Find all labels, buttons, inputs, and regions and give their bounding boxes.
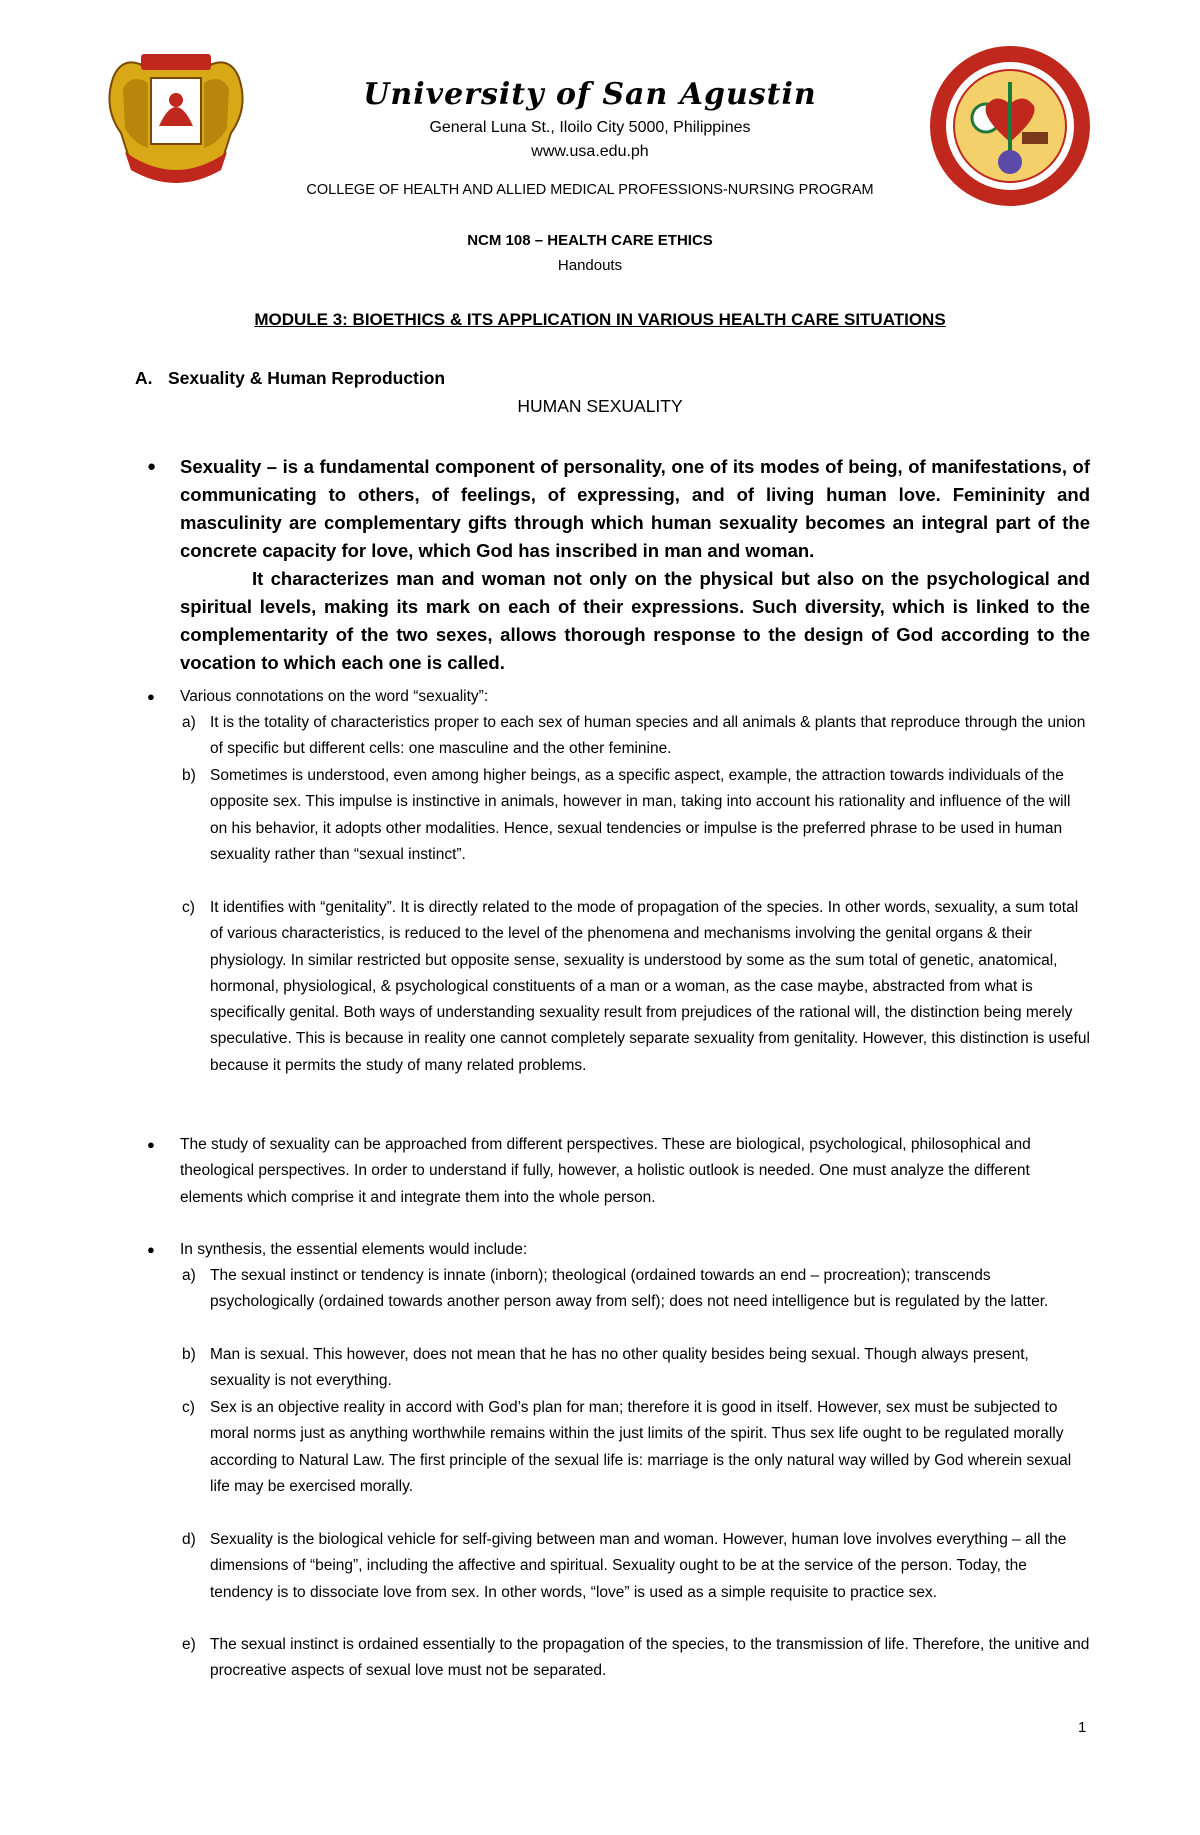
list-item: e) The sexual instinct is ordained essentially to the propagation of the species, to the transmission of life. Therefore, the unitive and procreative aspects of sexual love must not be separated. [182, 1636, 1090, 1680]
bullet-sexuality-definition: ● Sexuality – is a fundamental component of personality, one of its modes of being, of manifestations, of communicating to others, of feelings, of expressing, and of living human love. Femininity and masculinity are complementary gifts through which human sexuality becomes an integral part of the concrete capacity for love, which God has inscribed in man and woman. [180, 453, 1090, 565]
list-item: d) Sexuality is the biological vehicle for self-giving between man and woman. However, human love involves everything – all the dimensions of “being”, including the affective and spiritual. Sexuality ought to be at the service of the person. Today, the tendency is to dissociate love from sex. In other words, “love” is used as a simple requisite to practice sex. [182, 1531, 1067, 1601]
list-item: a) It is the totality of characteristics proper to each sex of human species and all animals & plants that reproduce through the union of specific but different cells: one masculine and the other feminine. [182, 714, 1086, 758]
section-title: Sexuality & Human Reproduction [168, 368, 446, 388]
university-name: University of San Agustin [363, 77, 817, 112]
bullet-icon: ● [147, 1137, 155, 1152]
bullet-connotations: ● Various connotations on the word “sexuality”: [180, 684, 1090, 710]
module-title: MODULE 3: BIOETHICS & ITS APPLICATION IN VARIOUS HEALTH CARE SITUATIONS [254, 310, 946, 329]
bullet-synthesis: ● In synthesis, the essential elements would include: [180, 1237, 1090, 1263]
university-website: www.usa.edu.ph [531, 143, 649, 160]
college-program-line: COLLEGE OF HEALTH AND ALLIED MEDICAL PROFESSIONS-NURSING PROGRAM [306, 182, 874, 198]
bullet-icon: ● [147, 458, 157, 475]
list-item: b) Sometimes is understood, even among higher beings, as a specific aspect, example, the attraction towards individuals of the opposite sex. This impulse is instinctive in animals, however in man, taking into account his rationality and influence of the will on his behavior, it adopts other modalities. Hence, sexual tendencies or impulse is the preferred phrase to be used in human sexuality rather than “sexual instinct”. [182, 767, 1071, 863]
section-letter: A. [135, 368, 153, 388]
letterhead [270, 76, 910, 164]
course-title: NCM 108 – HEALTH CARE ETHICS [467, 232, 713, 249]
handouts-label: Handouts [557, 257, 623, 274]
subheading: HUMAN SEXUALITY [517, 396, 683, 416]
bullet-icon: ● [147, 1242, 155, 1257]
list-item: c) Sex is an objective reality in accord with God’s plan for man; therefore it is good in itself. However, sex must be subjected to moral norms just as anything worthwhile remains within the just limits of the spirit. Thus sex life ought to be regulated morally according to Natural Law. The first principle of the sexual life is: marriage is the only natural way willed by God wherein sexual life may be exercised morally. [182, 1399, 1072, 1495]
list-item: b) Man is sexual. This however, does not mean that he has no other quality besides being sexual. Though always present, sexuality is not everything. [182, 1346, 1029, 1390]
college-seal-logo [928, 44, 1092, 208]
bullet-perspectives: ● The study of sexuality can be approached from different perspectives. These are biological, psychological, philosophical and theological perspectives. In order to understand if fully, however, a holistic outlook is needed. One must analyze the different elements which comprise it and integrate them into the whole person. [180, 1132, 1090, 1211]
university-address: General Luna St., Iloilo City 5000, Philippines [429, 119, 751, 136]
university-seal-logo [103, 48, 249, 184]
list-item: c) It identifies with “genitality”. It is directly related to the mode of propagation of the species. In other words, sexuality, a sum total of various characteristics, is reduced to the level of the phenomena and mechanisms involving the genital organs & their physiology. In similar restricted but opposite sense, sexuality is understood by some as the sum total of genetic, anatomical, hormonal, physiological, & psychological constituents of a man or a woman, as the case maybe, abstracted from what is specifically genital. Both ways of understanding sexuality result from prejudices of the rational will, the distinction being merely speculative. This is because in reality one cannot completely separate sexuality from genitality. However, this distinction is useful because it permits the study of many related problems. [182, 899, 1090, 1074]
page-number: 1 [1078, 1719, 1087, 1736]
bullet-icon: ● [147, 689, 155, 704]
bullet-sexuality-paragraph-2: It characterizes man and woman not only on the physical but also on the psychological and spiritual levels, making its mark on each of their expressions. Such diversity, which is linked to the complementarity of the two sexes, allows thorough response to the design of God according to the vocation to which each one is called. [180, 568, 1090, 673]
list-item: a) The sexual instinct or tendency is innate (inborn); theological (ordained towards an end – procreation); transcends psychologically (ordained towards another person away from self); does not need intelligence but is regulated by the latter. [182, 1267, 1049, 1311]
section-heading [135, 366, 445, 390]
